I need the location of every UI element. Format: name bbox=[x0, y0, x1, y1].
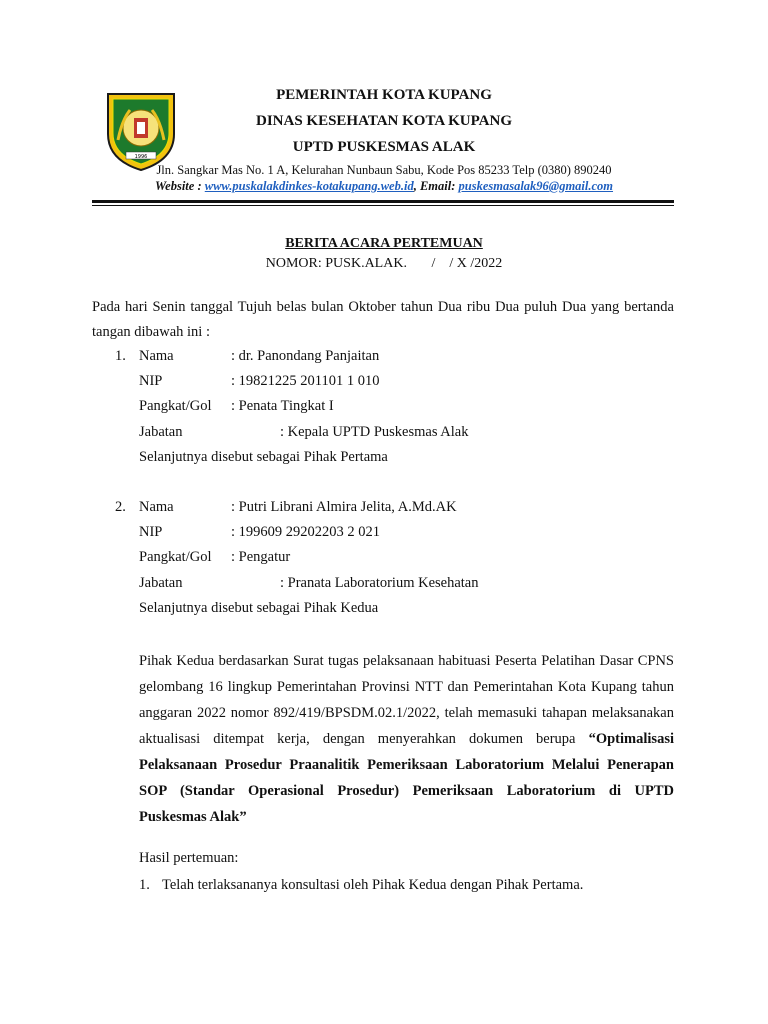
party2-nip-value: : 199609 29202203 2 021 bbox=[231, 524, 381, 540]
body-paragraph bbox=[139, 648, 674, 830]
party1-nip-value: : 19821225 201101 1 010 bbox=[231, 373, 380, 389]
party1-number: 1. bbox=[115, 348, 126, 364]
party2-nip-label: NIP bbox=[139, 524, 163, 540]
party1-pangkat-value: : Penata Tingkat I bbox=[231, 398, 334, 414]
letterhead-department: DINAS KESEHATAN KOTA KUPANG bbox=[255, 113, 512, 129]
body-text: Pihak Kedua berdasarkan Surat tugas pelaksanaan habituasi Peserta Pelatihan Dasar CPNS gelombang 16 lingkup Pemerintahan Provinsi NTT dan Pemerintahan Kota Kupang tahun anggaran 2022 nomor 892/419/BPSDM.02.1/2022, telah memasuki tahapan melaksanakan aktualisasi ditempat kerja, dengan menyerahkan dokumen berupa bbox=[139, 653, 674, 747]
email-link[interactable]: puskesmasalak96@gmail.com bbox=[458, 179, 614, 193]
party2-number: 2. bbox=[115, 499, 126, 515]
svg-text:1996: 1996 bbox=[134, 154, 148, 160]
party1-nama-label: Nama bbox=[139, 348, 174, 364]
document-subject: “Optimalisasi Pelaksanaan Prosedur Praanalitik Pemeriksaan Laboratorium Melalui Penerapan SOP (Standar Operasional Prosedur) Pemeriksaan Laboratorium di UPTD Puskesmas Alak” bbox=[139, 731, 674, 825]
party1-jabatan-value: : Kepala UPTD Puskesmas Alak bbox=[280, 424, 469, 440]
party1-nip-label: NIP bbox=[139, 373, 163, 389]
letterhead-government: PEMERINTAH KOTA KUPANG bbox=[276, 87, 492, 103]
party2-pangkat-label: Pangkat/Gol bbox=[139, 549, 212, 565]
letterhead-divider-thick bbox=[92, 200, 674, 203]
party1-jabatan-label: Jabatan bbox=[139, 424, 183, 440]
letterhead-unit: UPTD PUSKESMAS ALAK bbox=[292, 139, 476, 155]
party2-jabatan-value: : Pranata Laboratorium Kesehatan bbox=[280, 575, 479, 591]
party1-note: Selanjutnya disebut sebagai Pihak Pertama bbox=[139, 449, 388, 465]
letterhead-address: Jln. Sangkar Mas No. 1 A, Kelurahan Nunbaun Sabu, Kode Pos 85233 Telp (0380) 890240 bbox=[156, 163, 612, 177]
website-label: Website : bbox=[154, 179, 205, 193]
party2-nama-label: Nama bbox=[139, 499, 174, 515]
party2-pangkat-value: : Pengatur bbox=[231, 549, 291, 565]
party1-nama-value: : dr. Panondang Panjaitan bbox=[231, 348, 380, 364]
result-item-text: Telah terlaksananya konsultasi oleh Pihak Kedua dengan Pihak Pertama. bbox=[162, 877, 584, 893]
document-number: NOMOR: PUSK.ALAK. / / X /2022 bbox=[265, 256, 503, 271]
party2-jabatan-label: Jabatan bbox=[139, 575, 183, 591]
result-item-number: 1. bbox=[139, 877, 150, 893]
party2-nama-value: : Putri Librani Almira Jelita, A.Md.AK bbox=[231, 499, 457, 515]
letterhead-divider-thin bbox=[92, 205, 674, 206]
results-heading: Hasil pertemuan: bbox=[139, 850, 239, 866]
party1-pangkat-label: Pangkat/Gol bbox=[139, 398, 212, 414]
email-label: , Email: bbox=[413, 179, 459, 193]
document-title: BERITA ACARA PERTEMUAN bbox=[285, 236, 483, 251]
intro-paragraph: Pada hari Senin tanggal Tujuh belas bulan Oktober tahun Dua ribu Dua puluh Dua yang bertanda tangan dibawah ini : bbox=[92, 299, 674, 340]
website-link[interactable]: www.puskalakdinkes-kotakupang.web.id bbox=[204, 179, 414, 193]
party2-note: Selanjutnya disebut sebagai Pihak Kedua bbox=[139, 600, 379, 616]
letterhead-contact bbox=[0, 179, 768, 194]
